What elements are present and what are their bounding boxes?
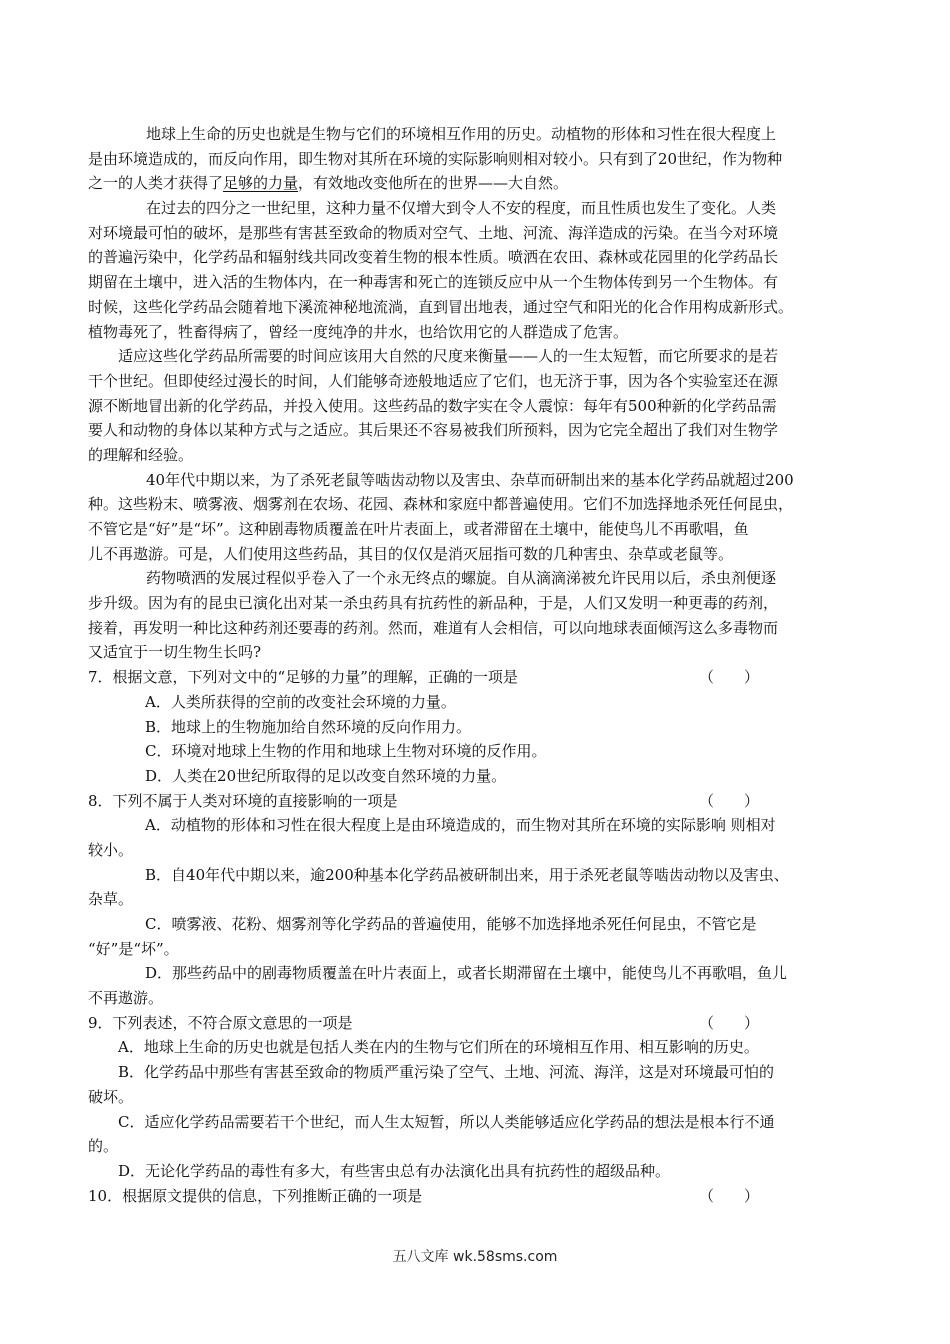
passage-line: 是由环境造成的，而反向作用，即生物对其所在环境的实际影响则相对较小。只有到了20世纪，作为物种 [88,149,783,168]
question-text: 7．根据文意，下列对文中的“足够的力量”的理解，正确的一项是 [88,668,518,687]
passage-line: 植物毒死了，牲畜得病了，曾经一度纯净的井水，也给饮用它的人群造成了危害。 [88,322,629,341]
page-footer: 五八文库 wk.58sms.com [392,1249,558,1265]
question-8-option-c: C．喷雾液、花粉、烟雾剂等化学药品的普遍使用，能够不加选择地杀死任何昆虫，不管它是 [145,915,757,933]
passage-line: 种。这些粉末、喷雾液、烟雾剂在农场、花园、森林和家庭中都普遍使用。它们不加选择地杀死任何昆虫， [88,495,794,514]
question-text: 9．下列表述，不符合原文意思的一项是 [88,1013,353,1032]
passage-line: 步升级。因为有的昆虫已演化出对某一杀虫药具有抗药性的新品种，于是，人们又发明一种更毒的药剂， [88,594,779,613]
question-text: 10．根据原文提供的信息，下列推断正确的一项是 [88,1186,423,1205]
question-7-option-a: A．人类所获得的空前的改变社会环境的力量。 [145,692,456,711]
question-9-option-d: D．无论化学药品的毒性有多大，有些害虫总有办法演化出具有抗药性的超级品种。 [118,1161,671,1180]
answer-paren: （ ） [699,1186,760,1205]
passage-line: 接着，再发明一种比这种药剂还要毒的药剂。然而，难道有人会相信，可以向地球表面倾泻这么多毒物而 [88,618,779,637]
question-8-stem [88,789,868,814]
passage-line: 源不断地冒出新的化学药品，并投入使用。这些药品的数字实在令人震惊：每年有500种新的化学药品需 [88,396,777,415]
answer-paren: （ ） [699,1013,760,1032]
passage-line: 地球上生命的历史也就是生物与它们的环境相互作用的历史。动植物的形体和习性在很大程度上 [146,125,777,143]
question-8-option-b-cont: 杂草。 [88,890,134,909]
passage-line: 的普遍污染中，化学药品和辐射线共同改变着生物的根本性质。喷洒在农田、森林或花园里的化学药品长 [88,248,779,267]
passage-line: 的理解和经验。 [88,445,194,464]
question-9-option-c-cont: 的。 [88,1137,119,1156]
passage-text: 之一的人类才获得了 [88,174,224,193]
question-8-option-a: A．动植物的形体和习性在很大程度上是由环境造成的，而生物对其所在环境的实际影响 则相对 [145,816,776,835]
document-page [88,122,868,1208]
passage-line: 儿不再遨游。可是，人们使用这些药品，其目的仅仅是消灭屈指可数的几种害虫、杂草或老鼠等。 [88,544,734,563]
passage-line: 要人和动物的身体以某种方式与之适应。其后果还不容易被我们所预料，因为它完全超出了我们对生物学 [88,421,779,440]
question-7-option-c: C．环境对地球上生物的作用和地球上生物对环境的反作用。 [145,742,547,761]
question-7-option-d: D．人类在20世纪所取得的足以改变自然环境的力量。 [145,766,507,785]
passage-line: 期留在土壤中，进入活的生物体内，在一种毒害和死亡的连锁反应中从一个生物体传到另一个生物体。有 [88,273,779,292]
passage-line: 在过去的四分之一世纪里，这种力量不仅增大到令人不安的程度，而且性质也发生了变化。人类 [146,199,777,218]
question-8-option-c-cont: “好”是“坏”。 [88,939,179,958]
passage-line: 不管它是“好”是“坏”。这种剧毒物质覆盖在叶片表面上，或者滞留在土壤中，能使鸟儿不再歌唱，鱼 [88,520,749,538]
question-text: 8．下列不属于人类对环境的直接影响的一项是 [88,791,398,810]
question-10-stem [88,1184,868,1209]
question-7-stem [88,665,868,690]
question-9-option-b: B．化学药品中那些有害甚至致命的物质严重污染了空气、土地、河流、海洋，这是对环境最可怕的 [118,1063,775,1082]
question-8-option-d: D．那些药品中的剧毒物质覆盖在叶片表面上，或者长期滞留在土壤中，能使鸟儿不再歌唱，鱼儿 [145,964,788,983]
passage-line: 药物喷洒的发展过程似乎卷入了一个永无终点的螺旋。自从滴滴涕被允许民用以后，杀虫剂便逐 [146,569,777,588]
passage-line: 40年代中期以来，为了杀死老鼠等啮齿动物以及害虫、杂草而研制出来的基本化学药品就超过200 [146,470,794,489]
question-8-option-d-cont: 不再遨游。 [88,989,164,1008]
passage-line: 又适宜于一切生物生长吗? [88,643,262,662]
passage-line: 时候，这些化学药品会随着地下溪流神秘地流淌，直到冒出地表，通过空气和阳光的化合作用构成新形式。 [88,297,794,316]
question-9-stem [88,1011,868,1036]
question-8-option-a-cont: 较小。 [88,840,134,859]
passage-line: 干个世纪。但即使经过漫长的时间，人们能够奇迹般地适应了它们，也无济于事，因为各个实验室还在源 [88,371,779,390]
answer-paren: （ ） [699,668,760,687]
answer-paren: （ ） [699,791,760,810]
passage-line: 对环境最可怕的破坏，是那些有害甚至致命的物质对空气、土地、河流、海洋造成的污染。在当今对环境 [88,223,779,242]
passage-text: ，有效地改变他所在的世界——大自然。 [298,174,569,193]
question-7-option-b: B．地球上的生物施加给自然环境的反向作用力。 [145,717,472,736]
question-9-option-b-cont: 破坏。 [88,1087,134,1106]
underlined-phrase: 足够的力量 [223,174,299,193]
question-9-option-a: A．地球上生命的历史也就是包括人类在内的生物与它们所在的环境相互作用、相互影响的历史。 [118,1038,759,1057]
question-8-option-b: B．自40年代中期以来，逾200种基本化学药品被研制出来，用于杀死老鼠等啮齿动物以及害虫、 [145,865,789,884]
question-9-option-c: C．适应化学药品需要若干个世纪，而人生太短暂，所以人类能够适应化学药品的想法是根本行不通 [118,1112,775,1131]
passage-line [88,171,868,196]
passage-line: 适应这些化学药品所需要的时间应该用大自然的尺度来衡量——人的一生太短暂，而它所要求的是若 [118,347,779,366]
